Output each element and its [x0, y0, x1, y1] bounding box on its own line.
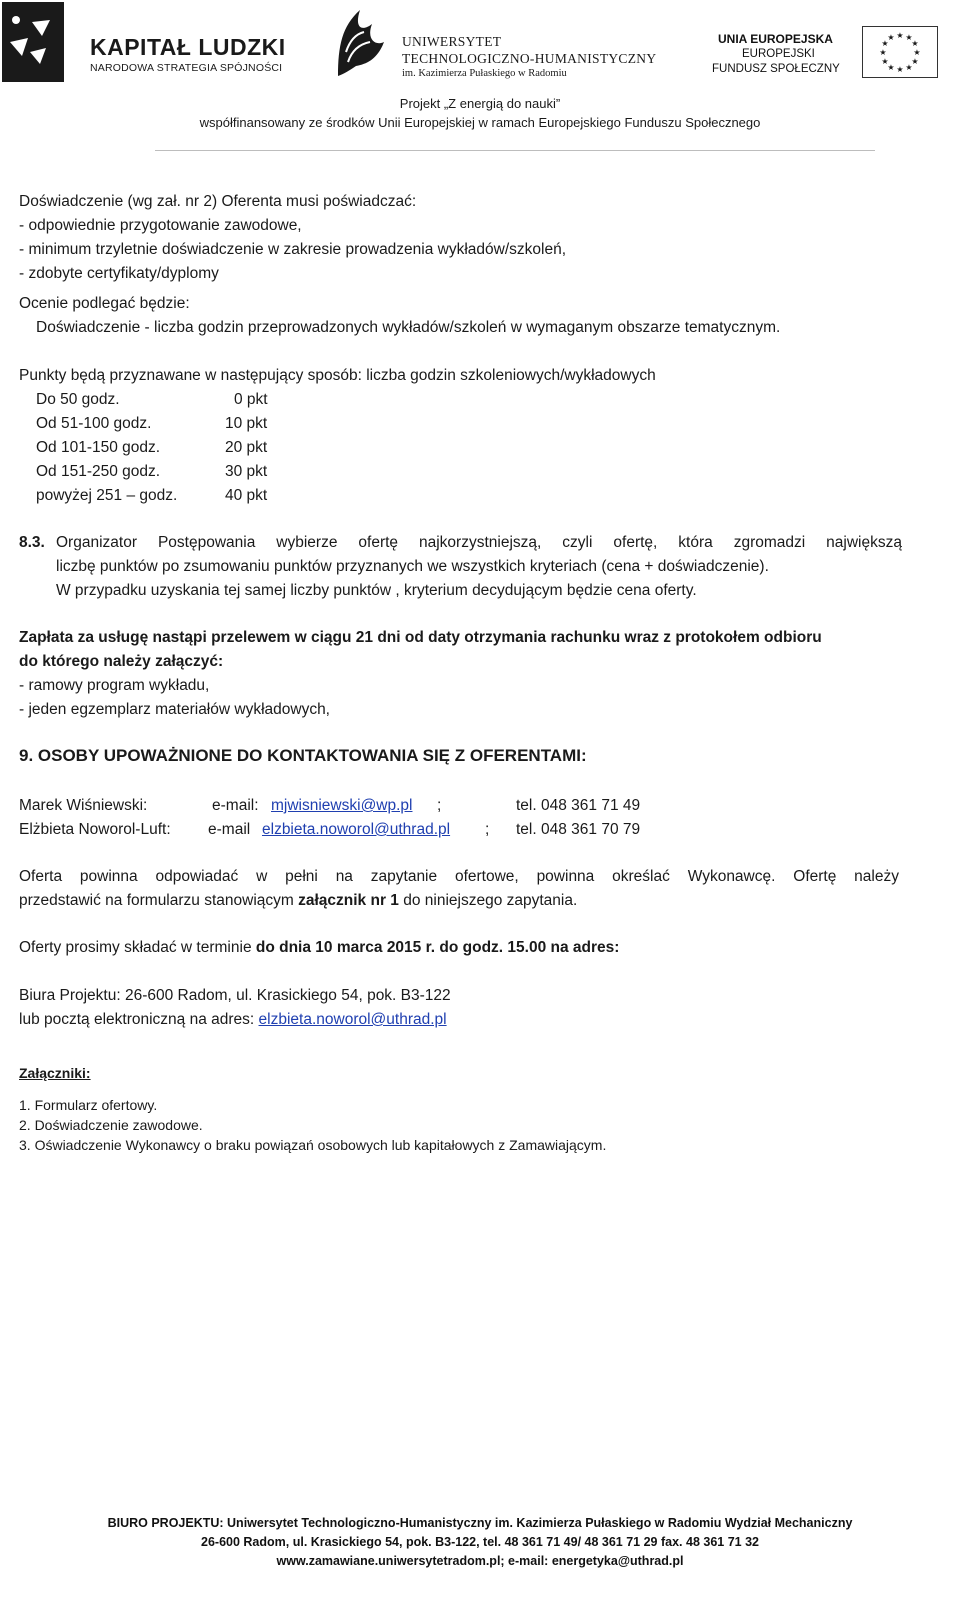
eu-flag-icon [862, 26, 938, 78]
project-cofinancing: współfinansowany ze środków Unii Europejskiej w ramach Europejskiego Funduszu Społecznego [199, 115, 761, 130]
svg-text:★: ★ [905, 33, 913, 42]
deadline-date: do dnia 10 marca 2015 r. do godz. 15.00 na adres: [255, 939, 620, 956]
payment-item: - ramowy program wykładu, [19, 677, 210, 694]
footer-line3: www.zamawiane.uniwersytetradom.pl; e-mail: energetyka@uthrad.pl [276, 1554, 684, 1568]
uth-name-line1: UNIWERSYTET [402, 34, 502, 49]
points-value: 30 pkt [225, 463, 268, 480]
offer-line2-tail: do niniejszego zapytania. [398, 892, 578, 909]
address-line2 [19, 1008, 447, 1032]
svg-text:★: ★ [881, 57, 889, 66]
points-value: 0 pkt [234, 391, 268, 408]
points-range: Od 51-100 godz. [36, 415, 152, 432]
section-8-3-number: 8.3. [19, 534, 45, 551]
offer-line1: Oferta powinna odpowiadać w pełni na zapytanie ofertowe, powinna określać Wykonawcę. Ofertę należy [19, 868, 899, 885]
uth-emblem-icon [332, 6, 390, 82]
eu-line3: FUNDUSZ SPOŁECZNY [712, 63, 840, 75]
eu-title: UNIA EUROPEJSKA [718, 32, 833, 46]
svg-text:★: ★ [896, 31, 904, 40]
contact-email-label: e-mail [208, 821, 251, 838]
svg-text:★: ★ [879, 48, 887, 57]
kapital-ludzki-title: KAPITAŁ LUDZKI [90, 34, 286, 60]
project-title: Projekt „Z energią do nauki” [399, 96, 561, 111]
svg-text:★: ★ [896, 65, 904, 74]
points-range: Od 151-250 godz. [36, 463, 161, 480]
points-range: Do 50 godz. [36, 391, 120, 408]
contact-email-link[interactable]: elzbieta.noworol@uthrad.pl [262, 821, 451, 838]
experience-intro: Doświadczenie (wg zał. nr 2) Oferenta musi poświadczać: [19, 193, 417, 210]
svg-text:★: ★ [905, 63, 913, 72]
uth-logo [332, 6, 682, 86]
address-email-link[interactable]: elzbieta.noworol@uthrad.pl [258, 1011, 447, 1028]
points-value: 40 pkt [225, 487, 268, 504]
contact-name: Marek Wiśniewski: [19, 797, 148, 814]
svg-text:★: ★ [911, 57, 919, 66]
offer-attachment-ref: załącznik nr 1 [298, 892, 399, 909]
attachment-item: 1. Formularz ofertowy. [19, 1097, 158, 1113]
contact-email-label: e-mail: [212, 797, 259, 814]
deadline-text [19, 936, 619, 960]
payment-item: - jeden egzemplarz materiałów wykładowych, [19, 701, 330, 718]
points-value: 10 pkt [225, 415, 268, 432]
address-email-intro: lub pocztą elektroniczną na adres: [19, 1011, 259, 1028]
contact-separator: ; [485, 821, 490, 838]
points-range: Od 101-150 godz. [36, 439, 161, 456]
contact-phone: tel. 048 361 71 49 [516, 797, 641, 814]
payment-text-line2: do którego należy załączyć: [19, 653, 224, 670]
section-8-3-line1: Organizator Postępowania wybierze ofertę najkorzystniejszą, czyli ofertę, która zgromadzi największą [56, 534, 902, 551]
points-range: powyżej 251 – godz. [36, 487, 178, 504]
svg-text:★: ★ [887, 63, 895, 72]
points-value: 20 pkt [225, 439, 268, 456]
svg-text:★: ★ [887, 33, 895, 42]
svg-text:★: ★ [913, 48, 921, 57]
attachments-heading: Załączniki: [19, 1065, 91, 1081]
address-line1: Biura Projektu: 26-600 Radom, ul. Krasickiego 54, pok. B3-122 [19, 987, 451, 1004]
experience-item: - odpowiednie przygotowanie zawodowe, [19, 217, 302, 234]
experience-item: - zdobyte certyfikaty/dyplomy [19, 265, 219, 282]
evaluation-label: Ocenie podlegać będzie: [19, 295, 190, 312]
svg-text:★: ★ [881, 39, 889, 48]
offer-line2-text: przedstawić na formularzu stanowiącym [19, 892, 299, 909]
svg-text:★: ★ [911, 39, 919, 48]
evaluation-text: Doświadczenie - liczba godzin przeprowadzonych wykładów/szkoleń w wymaganym obszarze tematycznym. [36, 319, 781, 336]
section-8-3-line3: W przypadku uzyskania tej samej liczby punktów , kryterium decydującym będzie cena oferty. [56, 582, 697, 599]
contact-separator: ; [437, 797, 442, 814]
contact-name: Elżbieta Noworol-Luft: [19, 821, 171, 838]
section-9-heading: 9. OSOBY UPOWAŻNIONE DO KONTAKTOWANIA SIĘ Z OFERENTAMI: [19, 746, 587, 765]
attachment-item: 3. Oświadczenie Wykonawcy o braku powiązań osobowych lub kapitałowych z Zamawiającym. [19, 1137, 607, 1153]
kapital-ludzki-subtitle: NARODOWA STRATEGIA SPÓJNOŚCI [90, 62, 283, 74]
footer-line1: BIURO PROJEKTU: Uniwersytet Technologiczno-Humanistyczny im. Kazimierza Pułaskiego w Radomiu Wydział Mechaniczny [107, 1516, 853, 1530]
header-divider [155, 150, 875, 151]
deadline-intro: Oferty prosimy składać w terminie [19, 939, 256, 956]
contact-phone: tel. 048 361 70 79 [516, 821, 641, 838]
kapital-ludzki-emblem-icon [2, 2, 64, 82]
eu-logo [712, 28, 952, 88]
attachment-item: 2. Doświadczenie zawodowe. [19, 1117, 203, 1133]
points-intro: Punkty będą przyznawane w następujący sposób: liczba godzin szkoleniowych/wykładowych [19, 367, 656, 384]
experience-item: - minimum trzyletnie doświadczenie w zakresie prowadzenia wykładów/szkoleń, [19, 241, 567, 258]
contact-email-link[interactable]: mjwisniewski@wp.pl [271, 797, 413, 814]
footer-line2: 26-600 Radom, ul. Krasickiego 54, pok. B3-122, tel. 48 361 71 49/ 48 361 71 29 fax. 48 361 71 32 [201, 1535, 759, 1549]
uth-name-line3: im. Kazimierza Pułaskiego w Radomiu [402, 68, 567, 79]
offer-line2 [19, 889, 577, 913]
kapital-ludzki-logo [2, 2, 312, 82]
uth-name-line2: TECHNOLOGICZNO-HUMANISTYCZNY [402, 51, 657, 66]
section-8-3-line2: liczbę punktów po zsumowaniu punktów przyznanych we wszystkich kryteriach (cena + doświadczenie). [56, 558, 769, 575]
payment-text-line1: Zapłata za usługę nastąpi przelewem w ciągu 21 dni od daty otrzymania rachunku wraz z protokołem odbioru [19, 629, 822, 646]
eu-line2: EUROPEJSKI [742, 48, 815, 60]
